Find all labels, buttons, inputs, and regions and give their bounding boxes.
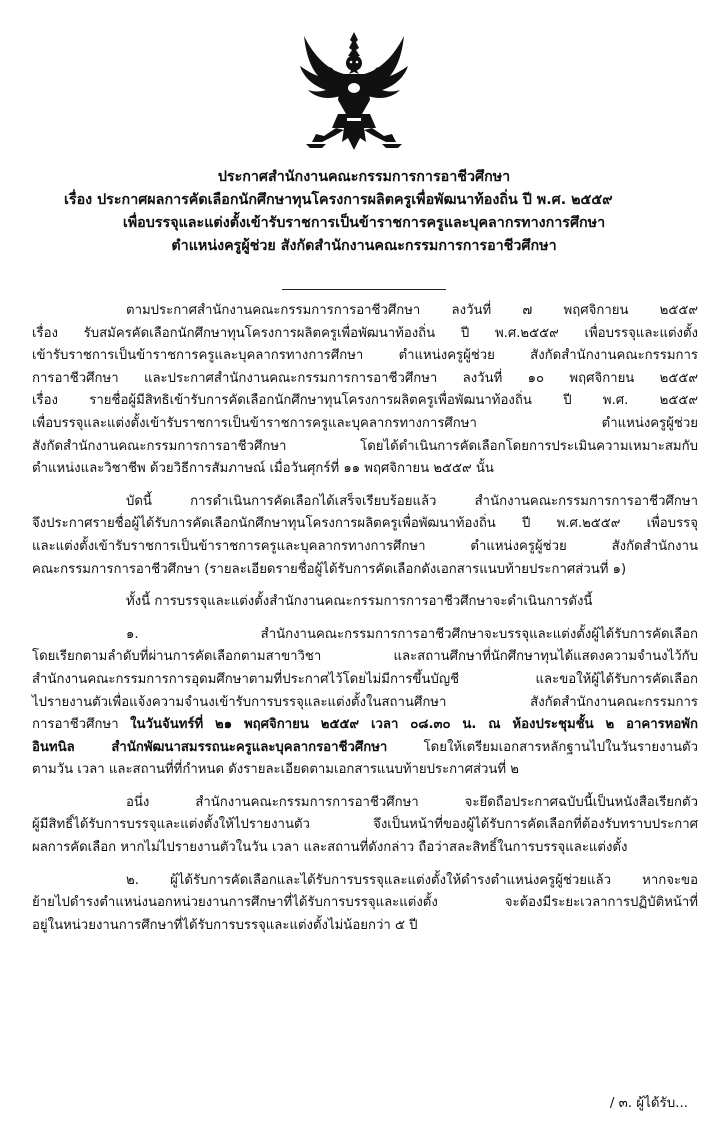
p4-line-5 [32,714,698,737]
paragraph-1 [32,300,698,481]
p4-line-3: สำนักงานคณะกรรมการการอุดมศึกษาตามที่ประกาศไว้โดยไม่มีการขึ้นบัญชี และขอให้ผู้ได้รับการคัดเลือก [32,671,698,687]
subject-line-1: เรื่อง ประกาศผลการคัดเลือกนักศึกษาทุนโครงการผลิตครูเพื่อพัฒนาท้องถิ่น ปี พ.ศ. ๒๕๕๙ [64,192,613,208]
p1-line-1: ตามประกาศสำนักงานคณะกรรมการการอาชีวศึกษา ลงวันที่ ๗ พฤศจิกายน ๒๕๕๙ [126,303,698,318]
p4-line-5-plain: การอาชีวศึกษา [32,717,119,733]
p4-line-2: โดยเรียกตามลำดับที่ผ่านการคัดเลือกตามสาขาวิชา และสถานศึกษาที่นักศึกษาทุนได้แสดงความจำนงไว้กับ [32,649,698,665]
p2-line-3: และแต่งตั้งเข้ารับราชการเป็นข้าราชการครูและบุคลากรทางการศึกษา ตำแหน่งครูผู้ช่วย สังกัดสำนักงาน [32,538,698,554]
p1-line-4: การอาชีวศึกษา และประกาศสำนักงานคณะกรรมการการอาชีวศึกษา ลงวันที่ ๑๐ พฤศจิกายน ๒๕๕๙ [32,370,698,386]
p4-line-6-bold: อินทนิล สำนักพัฒนาสมรรถนะครูและบุคลากรอาชีวศึกษา [32,739,388,755]
garuda-emblem [292,30,416,156]
p5-line-2: ผู้มีสิทธิ์ได้รับการบรรจุและแต่งตั้งให้ไปรายงานตัว จึงเป็นหน้าที่ของผู้ได้รับการคัดเลือกที่ต้องรับทราบประกาศ [32,817,698,833]
announcement-body [32,300,698,937]
p4-line-6-plain: โดยให้เตรียมเอกสารหลักฐานไปในวันรายงานตัว [423,739,698,755]
p4-line-5-bold: ในวันจันทร์ที่ ๒๑ พฤศจิกายน ๒๕๕๙ เวลา ๐๘.๓๐ น. ณ ห้องประชุมชั้น ๒ อาคารหอพัก [130,717,698,733]
p1-line-5: เรื่อง รายชื่อผู้มีสิทธิเข้ารับการคัดเลือกนักศึกษาทุนโครงการผลิตครูเพื่อพัฒนาท้องถิ่น ปี พ.ศ. ๒๕๕๙ [32,393,698,409]
page-continuation: / ๓. ผู้ได้รับ... [609,1096,688,1111]
p6-line-1: ๒. ผู้ได้รับการคัดเลือกและได้รับการบรรจุและแต่งตั้งให้ดำรงตำแหน่งครูผู้ช่วยแล้ว หากจะขอ [126,872,698,888]
paragraph-3 [32,591,698,614]
announcement-header [40,166,688,258]
header-divider [282,289,446,290]
p1-line-7: สังกัดสำนักงานคณะกรรมการการอาชีวศึกษา โดยได้ดำเนินการคัดเลือกโดยการประเมินความเหมาะสมกับ [32,438,698,454]
p6-line-2: ย้ายไปดำรงตำแหน่งนอกหน่วยงานการศึกษาที่ได้รับการบรรจุและแต่งตั้ง จะต้องมีระยะเวลาการปฏิบัติหน้าที่ [32,895,698,911]
p5-line-3: ผลการคัดเลือก หากไม่ไปรายงานตัวในวัน เวลา และสถานที่ดังกล่าว ถือว่าสละสิทธิ์ในการบรรจุและแต่งตั้ง [32,840,628,856]
p4-line-6 [32,737,698,760]
p1-line-6: เพื่อบรรจุและแต่งตั้งเข้ารับราชการเป็นข้าราชการครูและบุคลากรทางการศึกษา ตำแหน่งครูผู้ช่วย [32,415,698,431]
p4-line-4: ไปรายงานตัวเพื่อแจ้งความจำนงเข้ารับการบรรจุและแต่งตั้งในสถานศึกษา สังกัดสำนักงานคณะกรรมการ [32,694,698,710]
paragraph-2 [32,491,698,581]
p4-line-1: ๑. สำนักงานคณะกรรมการการอาชีวศึกษาจะบรรจุและแต่งตั้งผู้ได้รับการคัดเลือก [126,626,698,642]
announcement-title: ประกาศสำนักงานคณะกรรมการการอาชีวศึกษา [217,169,511,185]
subject-line-3: ตำแหน่งครูผู้ช่วย สังกัดสำนักงานคณะกรรมการการอาชีวศึกษา [171,238,557,254]
p1-line-3: เข้ารับราชการเป็นข้าราชการครูและบุคลากรทางการศึกษา ตำแหน่งครูผู้ช่วย สังกัดสำนักงานคณะกรรมการ [32,348,698,364]
p3-line-1: ทั้งนี้ การบรรจุและแต่งตั้งสำนักงานคณะกรรมการการอาชีวศึกษาจะดำเนินการดังนี้ [126,594,593,610]
p1-line-8: ตำแหน่งและวิชาชีพ ด้วยวิธีการสัมภาษณ์ เมื่อวันศุกร์ที่ ๑๑ พฤศจิกายน ๒๕๕๙ นั้น [32,461,494,477]
paragraph-5 [32,792,698,860]
garuda-icon [292,30,416,156]
p6-line-3: อยู่ในหน่วยงานการศึกษาที่ได้รับการบรรจุและแต่งตั้งไม่น้อยกว่า ๕ ปี [32,917,418,933]
paragraph-4 [32,624,698,782]
p4-line-7: ตามวัน เวลา และสถานที่ที่กำหนด ดังรายละเอียดตามเอกสารแนบท้ายประกาศส่วนที่ ๒ [32,762,519,778]
paragraph-6 [32,870,698,938]
p2-line-1: บัดนี้ การดำเนินการคัดเลือกได้เสร็จเรียบร้อยแล้ว สำนักงานคณะกรรมการการอาชีวศึกษา [126,493,698,509]
p5-line-1: อนึ่ง สำนักงานคณะกรรมการการอาชีวศึกษา จะยึดถือประกาศฉบับนี้เป็นหนังสือเรียกตัว [126,794,698,810]
subject-line-2: เพื่อบรรจุและแต่งตั้งเข้ารับราชการเป็นข้าราชการครูและบุคลากรทางการศึกษา [122,215,606,231]
p2-line-2: จึงประกาศรายชื่อผู้ได้รับการคัดเลือกนักศึกษาทุนโครงการผลิตครูเพื่อพัฒนาท้องถิ่น ปี พ.ศ.๒๕๕๙ เพื่อบรรจุ [32,516,698,532]
p1-line-2: เรื่อง รับสมัครคัดเลือกนักศึกษาทุนโครงการผลิตครูเพื่อพัฒนาท้องถิ่น ปี พ.ศ.๒๕๕๙ เพื่อบรรจุและแต่งตั้ง [32,325,698,341]
p2-line-4: คณะกรรมการการอาชีวศึกษา (รายละเอียดรายชื่อผู้ได้รับการคัดเลือกดังเอกสารแนบท้ายประกาศส่วนที่ ๑) [32,561,627,577]
